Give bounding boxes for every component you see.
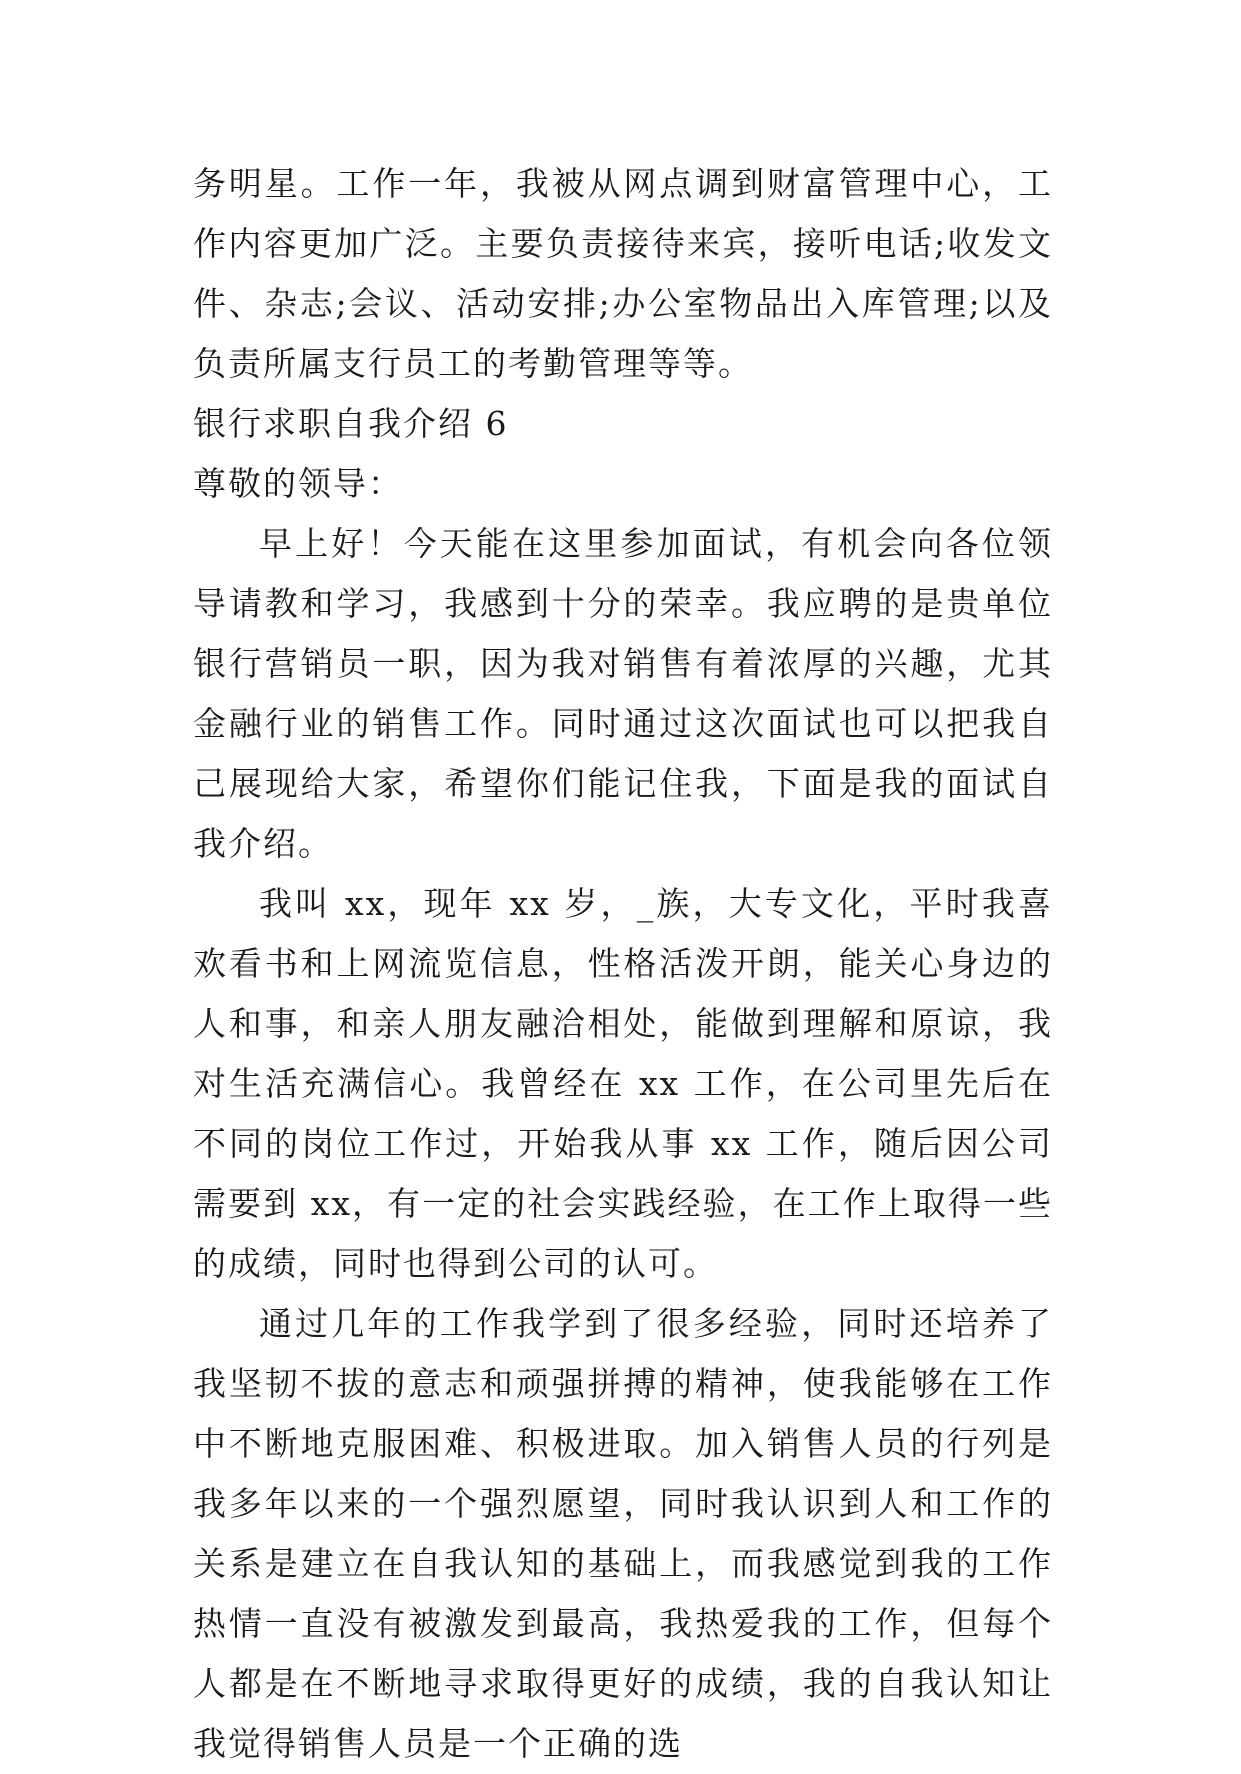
salutation: 尊敬的领导： [193, 464, 403, 503]
paragraph-experience: 通过几年的工作我学到了很多经验，同时还培养了我坚韧不拔的意志和顽强拼搏的精神，使我能够在工作中不断地克服困难、积极进取。加入销售人员的行列是我多年以来的一个强烈愿望，同时我认识到人和工作的关系是建立在自我认知的基础上，而我感觉到我的工作热情一直没有被激发到最高，我热爱我的工作，但每个人都是在不断地寻求取得更好的成绩，我的自我认知让我觉得销售人员是一个正确的选 [193, 1304, 1053, 1763]
section-heading: 银行求职自我介绍 6 [193, 404, 509, 443]
document-body [193, 154, 1053, 1774]
paragraph-continuation: 务明星。工作一年，我被从网点调到财富管理中心，工作内容更加广泛。主要负责接待来宾，接听电话;收发文件、杂志;会议、活动安排;办公室物品出入库管理;以及负责所属支行员工的考勤管理等等。 [193, 164, 1053, 383]
paragraph-greeting: 早上好！今天能在这里参加面试，有机会向各位领导请教和学习，我感到十分的荣幸。我应聘的是贵单位银行营销员一职，因为我对销售有着浓厚的兴趣，尤其金融行业的销售工作。同时通过这次面试也可以把我自己展现给大家，希望你们能记住我，下面是我的面试自我介绍。 [193, 524, 1053, 863]
paragraph-background: 我叫 xx，现年 xx 岁，_族，大专文化，平时我喜欢看书和上网流览信息，性格活泼开朗，能关心身边的人和事，和亲人朋友融洽相处，能做到理解和原谅，我对生活充满信心。我曾经在 xx 工作，在公司里先后在不同的岗位工作过，开始我从事 xx 工作，随后因公司需要到 xx，有一定的社会实践经验，在工作上取得一些的成绩，同时也得到公司的认可。 [193, 884, 1053, 1283]
